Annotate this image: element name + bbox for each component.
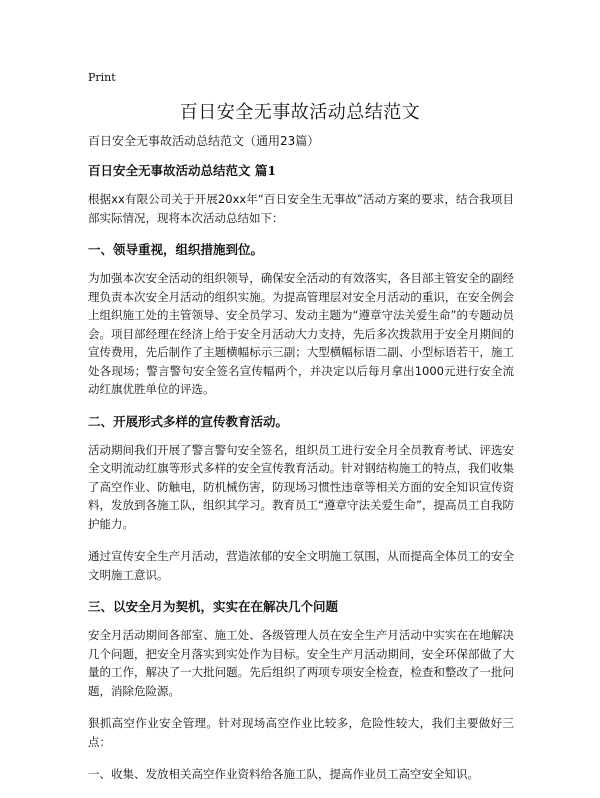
intro-paragraph: 根据xx有限公司关于开展20xx年“百日安全生无事故”活动方案的要求，结合我项目部实际情况，现将本次活动总结如下： — [88, 192, 514, 225]
document-body — [88, 132, 514, 798]
section-3-paragraph-2: 狠抓高空作业安全管理。针对现场高空作业比较多，危险性较大，我们主要做好三点： — [88, 716, 514, 749]
section-1-paragraph-1: 为加强本次安全活动的组织领导，确保安全活动的有效落实，各目部主管安全的副经理负责本次安全月活动的组织实施。为提高管理层对安全月活动的重识，在安全例会上组织施工处的主管领导、安全员学习、发动主题为“遵章守法关爱生命”的专题动员会。项目部经理在经济上给于安全月活动大力支持，先后多次拨款用于安全月期间的宣传费用，先后制作了主题横幅标示三副；大型横幅标语二副、小型标语若干，施工处各现场；警言警句安全签名宣传幅两个，并决定以后每月拿出1000元进行安全流动红旗优胜单位的评选。 — [88, 271, 514, 396]
section-2-paragraph-2: 通过宣传安全生产月活动，营造浓郁的安全文明施工氛围，从而提高全体员工的安全文明施工意识。 — [88, 549, 514, 582]
section-3-paragraph-3: 一、收集、发放相关高空作业资料给各施工队，提高作业员工高空安全知识。 — [88, 767, 479, 781]
article-heading: 百日安全无事故活动总结范文 篇1 — [88, 163, 277, 178]
section-2-title: 二、开展形式多样的宣传教育活动。 — [88, 413, 289, 429]
section-3-title: 三、以安全月为契机，实实在在解决几个问题 — [88, 599, 339, 614]
section-2-paragraph-1: 活动期间我们开展了警言警句安全签名，组织员工进行安全月全员教育考试、评选安全文明流动红旗等形式多样的安全宣传教育活动。针对钢结构施工的特点，我们收集了高空作业、防触电，防机械伤害，防现场习惯性违章等相关方面的安全知识宣传资料，发放到各施工队，组织其学习。教育员工“遵章守法关爱生命”，提高员工自我防护能力。 — [88, 442, 514, 531]
document-subtitle: 百日安全无事故活动总结范文（通用23篇） — [88, 134, 320, 148]
document-title: 百日安全无事故活动总结范文 — [179, 102, 421, 123]
section-3-paragraph-1: 安全月活动期间各部室、施工处、各级管理人员在安全生产月活动中实实在在地解决几个问题，把安全月落实到实处作为目标。安全生产月活动期间，安全环保部做了大量的工作，解决了一大批问题。先后组织了两项专项安全检查，检查和整改了一批问题，消除危险源。 — [88, 628, 514, 698]
section-1-title: 一、领导重视，组织措施到位。 — [88, 242, 264, 257]
print-link[interactable]: Print — [88, 71, 116, 84]
